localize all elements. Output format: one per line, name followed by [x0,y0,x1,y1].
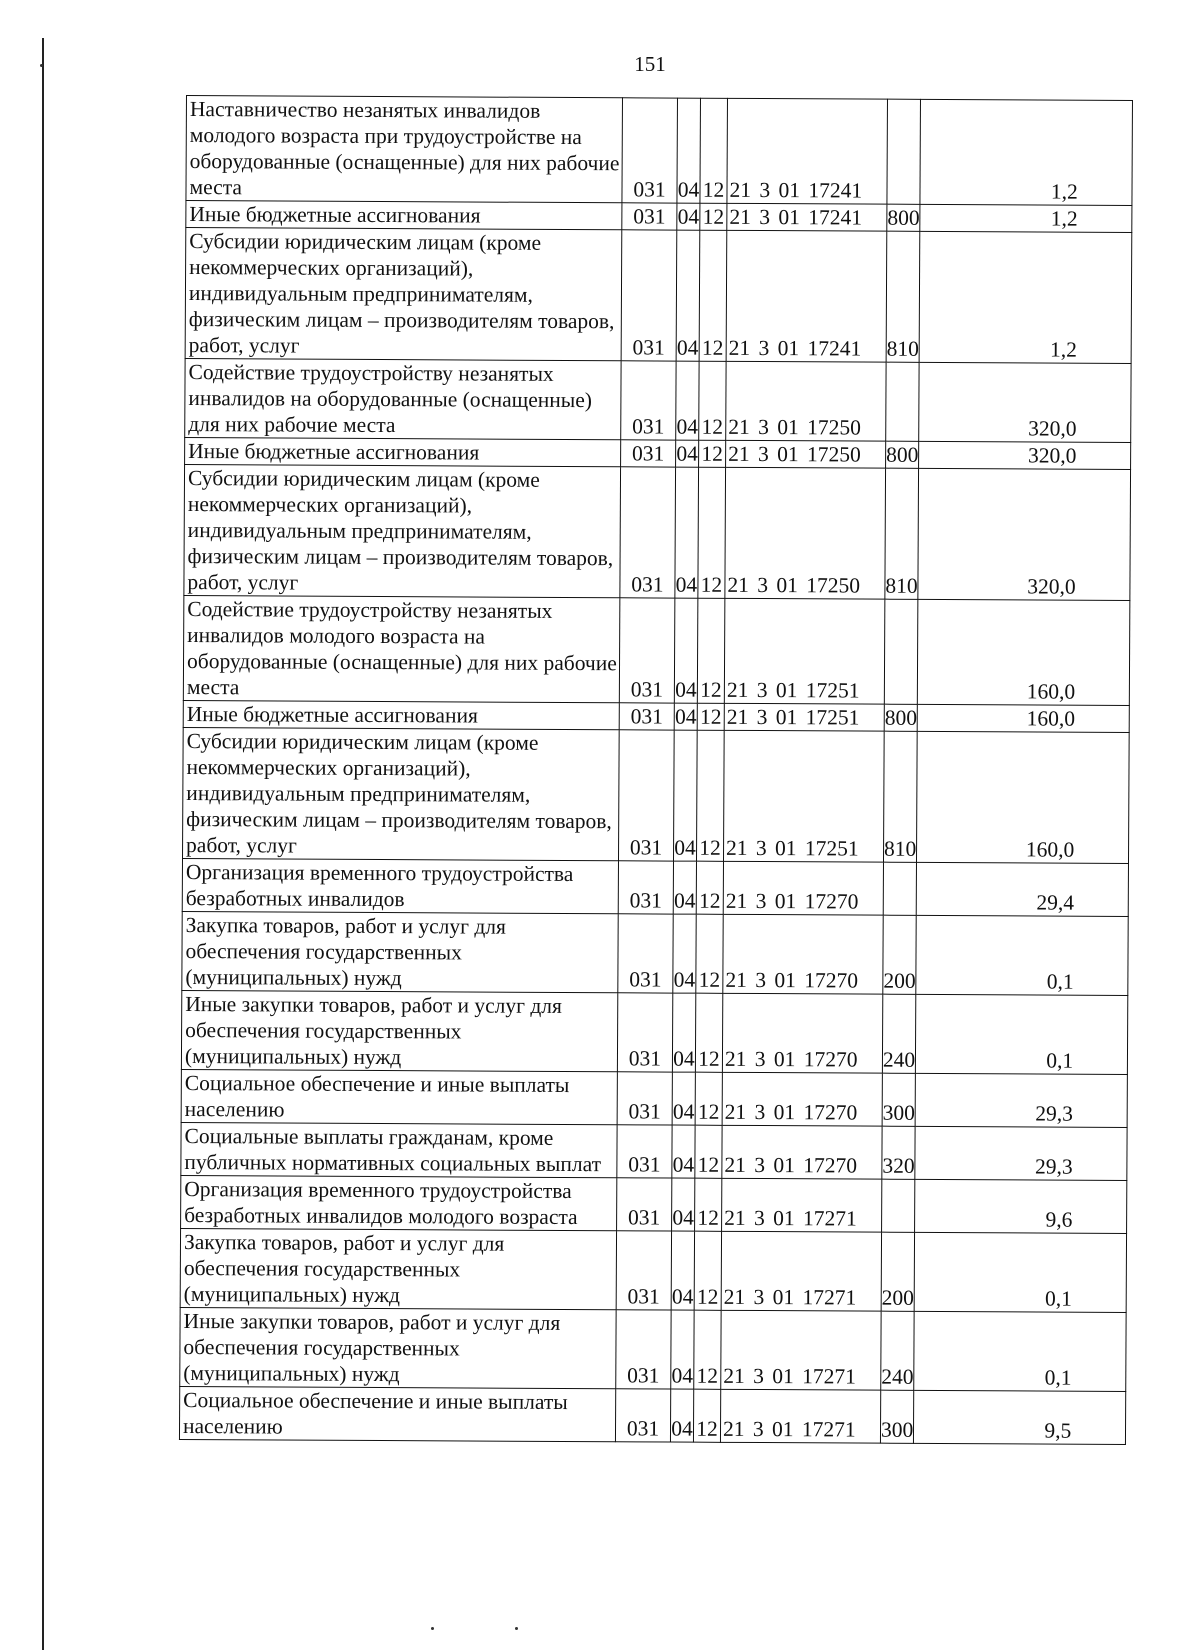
row-name: Социальное обеспечение и иные выплаты населению [179,1386,615,1441]
section-code: 04 [677,204,700,229]
amount: 1,2 [919,231,1132,363]
section-code: 04 [670,1389,693,1442]
admin-code: 031 [621,440,676,467]
section-code: 04 [672,1072,695,1125]
row-name: Иные закупки товаров, работ и услуг для обеспечения государственных (муниципальных) нужд [180,1307,616,1388]
admin-code: 031 [622,98,678,203]
table-row [181,1069,1128,1127]
target-article: 21 3 01 17270 [722,993,882,1073]
admin-code: 031 [617,993,672,1072]
amount: 29,3 [915,1126,1127,1180]
subsection-code: 12 [696,861,723,914]
amount: 320,0 [919,362,1131,442]
target-article: 21 3 01 17271 [721,1231,881,1311]
row-name: Социальные выплаты гражданам, кроме публичных нормативных социальных выплат [181,1122,617,1177]
table-row [183,700,1129,732]
target-article: 21 3 01 17241 [727,98,888,204]
section-code: 04 [675,467,699,598]
row-name: Организация временного трудоустройства безработных инвалидов [182,858,618,913]
amount: 320,0 [918,468,1131,600]
amount: 0,1 [914,1311,1126,1391]
subsection-code: 12 [697,598,725,703]
row-name: Субсидии юридическим лицам (кроме некоммерческих организаций), индивидуальным предпринимателям, физическим лицам – производителям товаров, работ, услуг [184,464,621,597]
page-number: 151 [634,52,666,76]
row-name: Организация временного трудоустройства безработных инвалидов молодого возраста [181,1175,617,1230]
row-name: Наставничество незанятых инвалидов молодого возраста при трудоустройстве на оборудованные (оснащенные) для них рабочие места [186,96,623,203]
section-code: 04 [671,1231,694,1310]
amount: 320,0 [919,441,1131,469]
target-article: 21 3 01 17271 [721,1310,881,1390]
section-code: 04 [676,361,699,440]
row-name: Социальное обеспечение и иные выплаты населению [181,1069,617,1124]
subsection-code: 12 [694,1231,721,1310]
amount: 9,6 [915,1179,1127,1233]
table-row [185,228,1132,364]
expense-type: 200 [881,1232,915,1311]
row-name: Иные бюджетные ассигнования [183,700,619,729]
row-name: Иные закупки товаров, работ и услуг для обеспечения государственных (муниципальных) нужд [181,990,617,1071]
table-row [186,201,1132,233]
admin-code: 031 [622,203,677,230]
expense-type: 800 [884,705,918,730]
table-row [182,858,1129,916]
table-row [180,1228,1127,1312]
table-row [185,437,1131,469]
scan-speck [431,1627,434,1630]
scan-speck [515,1627,518,1630]
admin-code: 031 [617,1072,672,1125]
table-row [180,1307,1127,1391]
expense-type [887,99,921,204]
target-article: 21 3 01 17251 [723,730,884,862]
expense-type [883,862,917,915]
subsection-code: 12 [697,703,724,730]
amount: 160,0 [917,704,1129,732]
subsection-code: 12 [695,1125,722,1178]
target-article: 21 3 01 17250 [725,467,886,599]
amount: 29,4 [916,862,1128,916]
admin-code: 031 [617,1125,672,1178]
table-row [185,358,1132,442]
admin-code: 031 [620,467,676,598]
table-row [181,990,1128,1074]
subsection-code: 12 [699,361,726,440]
table-row [184,464,1131,600]
expense-type: 240 [882,994,916,1073]
subsection-code: 12 [695,993,722,1072]
section-code: 04 [673,730,697,861]
expense-type: 810 [886,231,920,362]
target-article: 21 3 01 17251 [724,703,884,731]
table-row [186,96,1133,206]
admin-code: 031 [621,361,676,440]
budget-table [179,95,1133,1445]
subsection-code: 12 [693,1389,720,1442]
subsection-code: 12 [698,467,726,598]
amount: 1,2 [920,204,1132,232]
budget-table-body [179,96,1132,1445]
expense-type [884,599,918,704]
amount: 160,0 [918,599,1131,705]
subsection-code: 12 [696,730,724,861]
table-row [183,595,1130,705]
subsection-code: 12 [700,203,727,230]
amount: 0,1 [916,994,1128,1074]
admin-code: 031 [617,1178,672,1231]
expense-type: 300 [882,1073,916,1126]
target-article: 21 3 01 17250 [726,440,886,468]
expense-type: 300 [880,1390,914,1443]
expense-type: 810 [885,468,919,599]
target-article: 21 3 01 17241 [727,203,887,231]
admin-code: 031 [621,230,677,361]
section-code: 04 [672,1178,695,1231]
amount: 0,1 [916,915,1128,995]
scan-edge-line [42,38,44,1650]
subsection-code: 12 [694,1310,721,1389]
row-name: Субсидии юридическим лицам (кроме некоммерческих организаций), индивидуальным предпринимателям, физическим лицам – производителям товаров, работ, услуг [183,727,620,860]
section-code: 04 [673,861,696,914]
table-row [181,1175,1128,1233]
admin-code: 031 [618,861,673,914]
target-article: 21 3 01 17251 [724,598,885,704]
subsection-code: 12 [696,914,723,993]
expense-type: 800 [886,442,919,467]
section-code: 04 [676,441,698,466]
row-name: Иные бюджетные ассигнования [185,437,621,466]
section-code: 04 [676,230,700,361]
target-article: 21 3 01 17271 [722,1178,882,1232]
subsection-code: 12 [695,1178,722,1231]
table-row [181,1122,1128,1180]
expense-type: 240 [881,1311,915,1390]
expense-type: 810 [883,731,917,862]
section-code: 04 [671,1310,694,1389]
admin-code: 031 [616,1310,671,1389]
admin-code: 031 [619,598,675,703]
target-article: 21 3 01 17270 [723,914,883,994]
target-article: 21 3 01 17250 [726,361,886,441]
section-code: 04 [677,98,701,203]
admin-code: 031 [619,703,674,730]
row-name: Содействие трудоустройству незанятых инвалидов молодого возраста на оборудованные (оснащенные) для них рабочие места [183,595,620,702]
admin-code: 031 [615,1389,670,1442]
expense-type [886,362,920,441]
admin-code: 031 [616,1231,671,1310]
admin-code: 031 [618,914,673,993]
subsection-code: 12 [695,1072,722,1125]
target-article: 21 3 01 17241 [726,230,887,362]
row-name: Содействие трудоустройству незанятых инвалидов на оборудованные (оснащенные) для них рабочие места [185,358,621,439]
row-name: Закупка товаров, работ и услуг для обеспечения государственных (муниципальных) нужд [180,1228,616,1309]
row-name: Закупка товаров, работ и услуг для обеспечения государственных (муниципальных) нужд [182,911,618,992]
target-article: 21 3 01 17270 [722,1072,882,1126]
table-row [183,727,1130,863]
section-code: 04 [672,993,695,1072]
subsection-code: 12 [699,440,726,467]
amount: 0,1 [914,1232,1126,1312]
table-row [182,911,1129,995]
expense-type: 800 [887,205,920,230]
target-article: 21 3 01 17270 [723,861,883,915]
amount: 160,0 [917,731,1130,863]
table-row [179,1386,1126,1444]
target-article: 21 3 01 17271 [720,1389,880,1443]
amount: 29,3 [915,1073,1127,1127]
row-name: Иные бюджетные ассигнования [186,201,622,230]
target-article: 21 3 01 17270 [722,1125,882,1179]
expense-type: 200 [883,915,917,994]
section-code: 04 [672,1125,695,1178]
section-code: 04 [674,598,698,703]
row-name: Субсидии юридическим лицам (кроме некоммерческих организаций), индивидуальным предпринимателям, физическим лицам – производителям товаров, работ, услуг [185,228,622,361]
amount: 1,2 [920,99,1133,205]
admin-code: 031 [618,730,674,861]
amount: 9,5 [914,1390,1126,1444]
section-code: 04 [674,704,697,729]
expense-type [882,1179,916,1232]
subsection-code: 12 [700,98,728,203]
subsection-code: 12 [699,230,727,361]
section-code: 04 [673,914,696,993]
expense-type: 320 [882,1126,916,1179]
